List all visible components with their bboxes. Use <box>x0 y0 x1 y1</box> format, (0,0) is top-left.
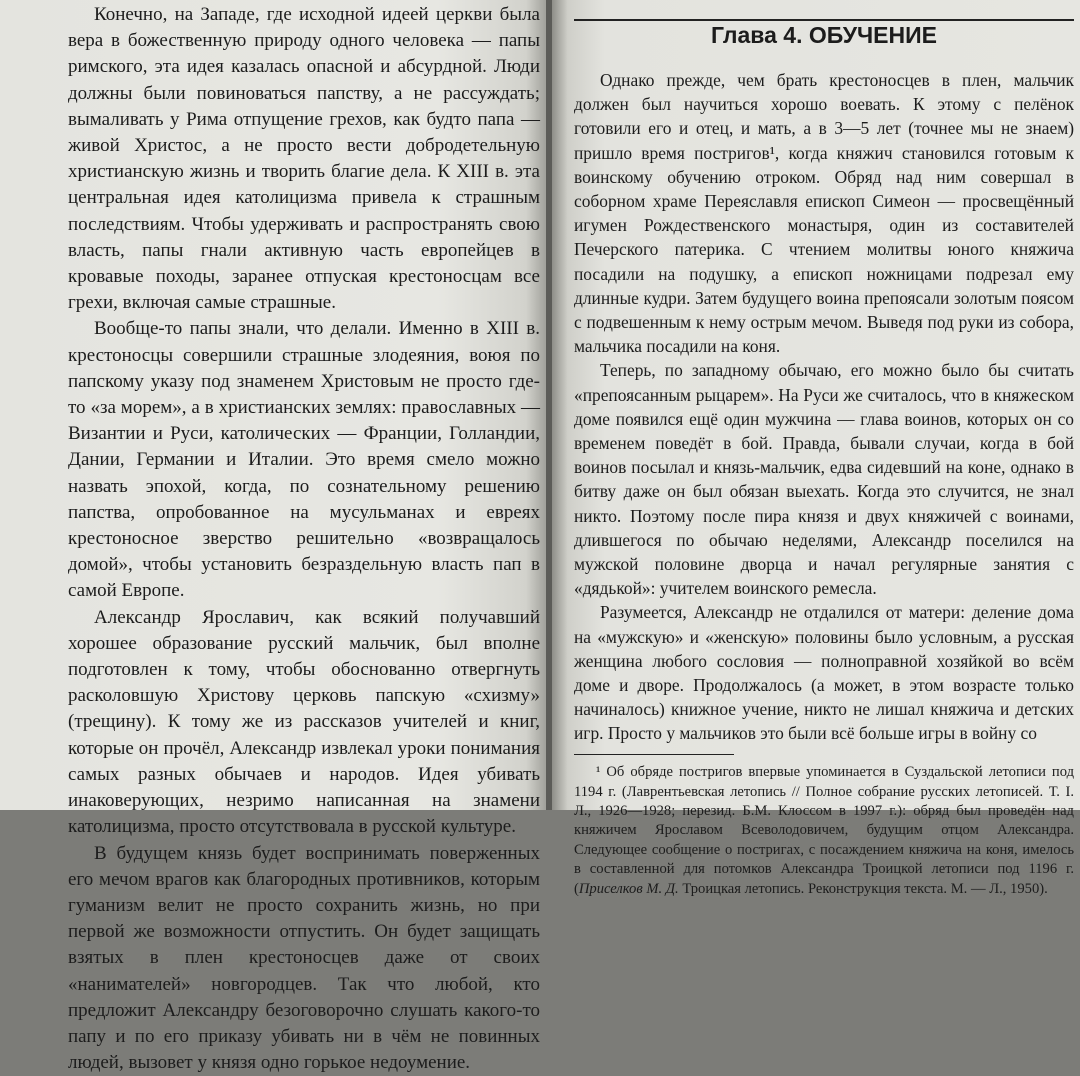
footnote <box>574 763 1074 899</box>
right-paragraph-3: Разумеется, Александр не отдалился от матери: деление дома на «мужскую» и «женскую» половины было условным, а русская женщина любого сословия — полноправной хозяйкой во всём доме и дворе. Продолжалось (а может, в этом возрасте только начиналось) книжное учение, никто не лишал княжича и детских игр. Просто у мальчиков это были всё больше игры в войну со <box>574 600 1074 745</box>
chapter-title: Глава 4. ОБУЧЕНИЕ <box>574 20 1074 50</box>
footnote-rule <box>574 754 734 756</box>
right-page-body <box>574 68 1074 899</box>
right-paragraph-2: Теперь, по западному обычаю, его можно было бы считать «препоясанным рыцарем». На Руси же считалось, что в княжеском доме появился ещё один мужчина — глава воинов, которых он со временем поведёт в бой. Правда, бывали случаи, когда в бой воинов посылал и князь-мальчик, едва сидевший на коне, однако в битву даже он был обязан выехать. Когда это случится, не знал никто. Поэтому после пира князя и двух княжичей с воинами, длившегося по обычаю неделями, Александр поселился на мужской половине дворца и начал регулярные занятия с «дядькой»: учителем воинского ремесла. <box>574 358 1074 600</box>
left-paragraph-1: Конечно, на Западе, где исходной идеей церкви была вера в божественную природу одного человека — папы римского, эта идея казалась опасной и абсурдной. Люди должны были повиноваться папству, а не рассуждать; вымаливать у Рима отпущение грехов, как будто папа — живой Христос, а не просто вести добродетельную христианскую жизнь и творить благие дела. К XIII в. эта центральная идея католицизма привела к страшным последствиям. Чтобы удерживать и распространять свою власть, папы гнали активную часть европейцев в кровавые походы, заранее отпуская крестоносцам все грехи, включая самые страшные. <box>68 2 540 316</box>
footnote-author: Приселков М. Д. <box>579 881 679 897</box>
right-page <box>552 0 1080 810</box>
footnote-text-end: Троицкая летопись. Реконструкция текста. М. — Л., 1950). <box>679 881 1048 897</box>
left-paragraph-4: В будущем князь будет воспринимать поверженных его мечом врагов как благородных противников, которым гуманизм велит не просто сохранить жизнь, но при первой же возможности отпустить. Он будет защищать взятых в плен крестоносцев даже от своих «нанимателей» новгородцев. Так что любой, кто предложит Александру безоговорочно слушать какого-то папу и по его приказу убивать ни в чём не повинных людей, вызовет у князя одно горькое недоумение. <box>68 841 540 1076</box>
footnote-text-start: ¹ Об обряде постригов впервые упоминается в Суздальской летописи под 1194 г. (Лаврентьевская летопись // Полное собрание русских летописей. Т. I. Л., 1926—1928; перезид. Б.М. Клоссом в 1997 г.): обряд был проведён над княжичем Ярославом Всеволодовичем, будущим отцом Александра. Следующее сообщение о постригах, с посаждением княжича на коня, имелось в составленной для потомков Александра Троицкой летописи под 1196 г. ( <box>574 764 1074 896</box>
left-paragraph-2: Вообще-то папы знали, что делали. Именно в XIII в. крестоносцы совершили страшные злодеяния, воюя по папскому указу под знаменем Христовым не просто где-то «за морем», а в христианских землях: православных — Византии и Руси, католических — Франции, Голландии, Дании, Германии и Италии. Это время смело можно назвать эпохой, когда, по сознательному решению папства, опробованное на мусульманах и евреях крестоносное зверство решительно «возвращалось домой», чтобы установить безраздельную власть пап в самой Европе. <box>68 316 540 604</box>
left-page-body <box>68 0 540 1076</box>
left-page <box>0 0 548 810</box>
left-paragraph-3: Александр Ярославич, как всякий получавший хорошее образование русский мальчик, был вполне подготовлен к тому, чтобы обоснованно отвергнуть расколовшую Христову церковь папскую «схизму» (трещину). К тому же из рассказов учителей и книг, которые он прочёл, Александр извлекал уроки понимания самых разных обычаев и народов. Идея убивать инаковерующих, незримо написанная на знамени католицизма, просто отсутствовала в русской культуре. <box>68 605 540 841</box>
right-paragraph-1: Однако прежде, чем брать крестоносцев в плен, мальчик должен был научиться хорошо воевать. К этому с пелёнок готовили его и отец, и мать, а в 3—5 лет (точнее мы не знаем) пришло время постригов¹, когда княжич становился готовым к воинскому обучению отроком. Обряд над ним совершал в соборном храме Переяславля епископ Симеон — просвещённый игумен Рождественского монастыря, один из составителей Печерского патерика. С чтением молитвы юного княжича посадили на подушку, а епископ ножницами подрезал ему длинные кудри. Затем будущего воина препоясали золотым поясом с подвешенным к нему острым мечом. Выведя под руки из собора, мальчика посадили на коня. <box>574 68 1074 358</box>
